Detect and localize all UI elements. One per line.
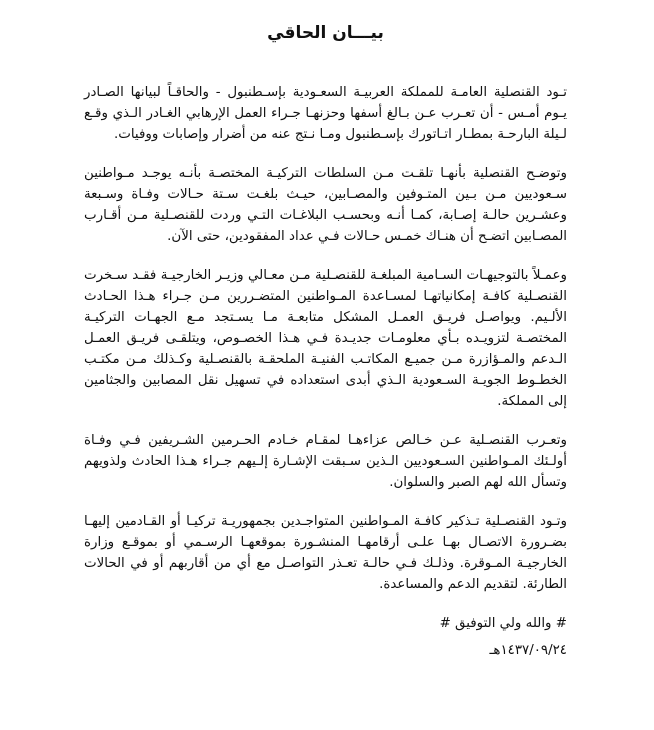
paragraph-5: وتـود القنصـلية تـذكير كافـة المـواطنين المتواجـدين بجمهوريـة تركيـا أو القـادمين إليهـا بضـرورة الاتصـال بهـا علـى أرقامهـا المنشـورة بموقعهـا الرسـمي أو بموقـع وزارة الخارجيـة المـوقرة. وذلـك فـي حالـة تعـذر التواصـل مع أي من أقاربهم أو في الحالات الطارئة. لتقديم الدعم والمساعدة. [84,514,567,592]
hijri-date: ١٤٣٧/٠٩/٢٤هـ [489,643,567,658]
paragraph-3: وعمـلاً بالتوجيهـات السـامية المبلغـة للقنصـلية مـن معـالي وزيـر الخارجيـة فقـد سـخرت القنصـلية كافـة إمكانياتهـا لمسـاعدة المـواطنين المتضـررين مـن جـراء هـذا الحـادث الألـيم. ويواصـل فريـق العمـل المشكل متابعـة مـا يسـتجد مـع الجهـات التركيـة المختصـة لتزويـده بـأي معلومـات جديـدة فـي هـذا الخصـوص، ويتلقـى فريـق العمـل الـدعم والمـؤازرة مـن جميـع المكاتـب الفنيـة الملحقـة بالقنصـلية وكـذلك مـن مكتـب الخطـوط الجويـة السـعودية الـذي أبدى استعداده في تسهيل نقل المصابين والجثامين إلى المملكة. [84,268,567,409]
statement-title: بيـــان الحاقي [267,23,384,43]
paragraph-2: وتوضـح القنصلية بأنهـا تلقـت مـن السلطات التركيـة المختصـة بأنـه يوجـد مـواطنين سـعوديين مـن بـين المتـوفين والمصـابين، حيـث بلغـت سـتة حـالات وفـاة وسـبعة وعشـرين حالـة إصـابة، كمـا أنـه وبحسـب البلاغـات التـي وردت للقنصـلية مـن أقـارب المصـابين اتضـح أن هنـاك خمـس حـالات فـي عداد المفقودين، حتى الآن. [84,166,567,244]
paragraph-4: وتعـرب القنصـلية عـن خـالص عزاءهـا لمقـام خـادم الحـرمين الشـريفين فـي وفـاة أولـئك المـواطنين السـعوديين الـذين سـبقت الإشـارة إلـيهم جـراء هـذا الحادث ولذويهم وتسأل الله لهم الصبر والسلوان. [84,433,567,490]
closing-line: # والله ولي التوفيق # [439,616,567,631]
paragraph-1: تـود القنصلية العامـة للمملكة العربيـة السعـودية بإسـطنبول - والحاقـاً لبيانها الصـادر يـوم أمـس - أن تعـرب عـن بـالغ أسفها وحزنهـا جـراء العمل الإرهابي الغـادر الـذي وقـع لـيلة البارحـة بمطـار اتـاتورك بإسـطنبول ومـا نـتج عنه من أضرار وإصابات ووفيات. [84,85,567,142]
